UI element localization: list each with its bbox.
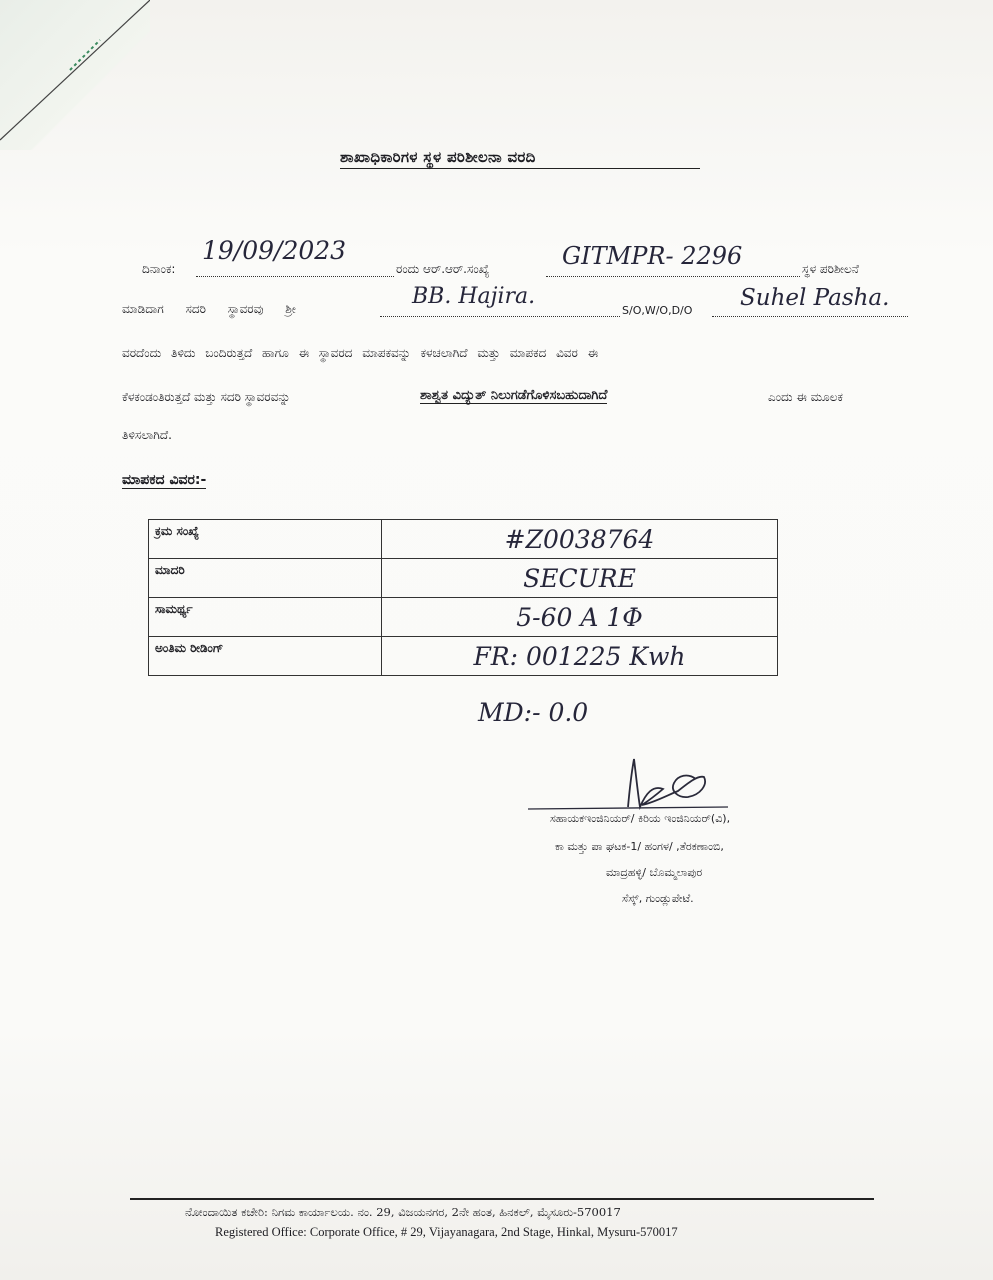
signature-office: ಸೆಸ್ಕ್, ಗುಂಡ್ಲುಪೇಟೆ. bbox=[622, 892, 694, 905]
meter-details-table bbox=[148, 519, 778, 676]
model-label: ಮಾದರಿ bbox=[149, 559, 382, 598]
capacity-value: 5-60 A 1Φ bbox=[382, 598, 778, 637]
corner-edge bbox=[0, 0, 150, 150]
line5-text: ತಿಳಿಸಲಾಗಿದೆ. bbox=[122, 428, 172, 442]
relation-label: S/O,W/O,D/O bbox=[622, 304, 693, 317]
table-row bbox=[149, 637, 778, 676]
table-row bbox=[149, 598, 778, 637]
date-label: ದಿನಾಂಕ: bbox=[142, 262, 176, 276]
date-dotline bbox=[196, 276, 394, 277]
footer-kannada: ನೋಂದಾಯಿತ ಕಚೇರಿ: ನಿಗಮ ಕಾರ್ಯಾಲಯ. ನಂ. 29, ವಿಜಯನಗರ, 2ನೇ ಹಂತ, ಹಿನಕಲ್, ಮೈಸೂರು-570017 bbox=[185, 1205, 621, 1219]
rr-label: ರಂದು ಆರ್.ಆರ್.ಸಂಖ್ಯೆ bbox=[396, 262, 490, 276]
table-row bbox=[149, 559, 778, 598]
signature-location: ಮಾದ್ರಹಳ್ಳಿ/ ಬೊಮ್ಮಲಾಪುರ bbox=[606, 866, 703, 879]
serial-number-label: ಕ್ರಮ ಸಂಖ್ಯೆ bbox=[149, 520, 382, 559]
meter-details-heading: ಮಾಪಕದ ವಿವರ:- bbox=[122, 472, 207, 488]
name-value: BB. Hajira. bbox=[412, 284, 536, 309]
model-value: SECURE bbox=[382, 559, 778, 598]
rr-value: GITMPR- 2296 bbox=[562, 242, 743, 270]
serial-number-value: #Z0038764 bbox=[382, 520, 778, 559]
line4-suffix: ಎಂದು ಈ ಮೂಲಕ bbox=[768, 390, 843, 404]
signature-designation: ಸಹಾಯಕಇಂಜಿನಿಯರ್/ ಕಿರಿಯ ಇಂಜಿನಿಯರ್(ವಿ), bbox=[550, 812, 731, 825]
md-reading: MD:- 0.0 bbox=[478, 698, 589, 727]
signature-unit: ಕಾ ಮತ್ತು ಪಾ ಘಟಕ-1/ ಹಂಗಳ/ ,ತೆರಕಣಾಂಬಿ, bbox=[555, 840, 724, 853]
footer-english: Registered Office: Corporate Office, # 29, Vijayanagara, 2nd Stage, Hinkal, Mysuru-570017 bbox=[215, 1225, 678, 1239]
line3-text: ವರದೆಂದು ತಿಳಿದು ಬಂದಿರುತ್ತದೆ ಹಾಗೂ ಈ ಸ್ಥಾವರದ ಮಾಪಕವನ್ನು ಕಳಚಲಾಗಿದೆ ಮತ್ತು ಮಾಪಕದ ವಿವರ ಈ bbox=[122, 346, 599, 360]
line1-suffix: ಸ್ಥಳ ಪರಿಶೀಲನೆ bbox=[802, 262, 859, 276]
name-dotline bbox=[380, 316, 620, 317]
line2-prefix: ಮಾಡಿದಾಗ ಸದರಿ ಸ್ಥಾವರವು ಶ್ರೀ bbox=[122, 302, 296, 316]
line4-prefix: ಕೆಳಕಂಡಂತಿರುತ್ತದೆ ಮತ್ತು ಸದರಿ ಸ್ಥಾವರವನ್ನು bbox=[122, 390, 291, 404]
capacity-label: ಸಾಮರ್ಥ್ಯ bbox=[149, 598, 382, 637]
rr-dotline bbox=[546, 276, 800, 277]
final-reading-label: ಅಂತಿಮ ರೀಡಿಂಗ್ bbox=[149, 637, 382, 676]
relation-dotline bbox=[712, 316, 908, 317]
relation-value: Suhel Pasha. bbox=[740, 285, 890, 311]
signature-image bbox=[528, 745, 728, 815]
table-row bbox=[149, 520, 778, 559]
disconnection-emphasis: ಶಾಶ್ವತ ವಿದ್ಯುತ್ ನಿಲುಗಡೆಗೊಳಿಸಬಹುದಾಗಿದೆ bbox=[420, 388, 608, 403]
report-title: ಶಾಖಾಧಿಕಾರಿಗಳ ಸ್ಥಳ ಪರಿಶೀಲನಾ ವರದಿ bbox=[340, 148, 700, 169]
final-reading-value: FR: 001225 Kwh bbox=[382, 637, 778, 676]
footer-divider bbox=[130, 1198, 874, 1200]
date-value: 19/09/2023 bbox=[202, 236, 347, 265]
